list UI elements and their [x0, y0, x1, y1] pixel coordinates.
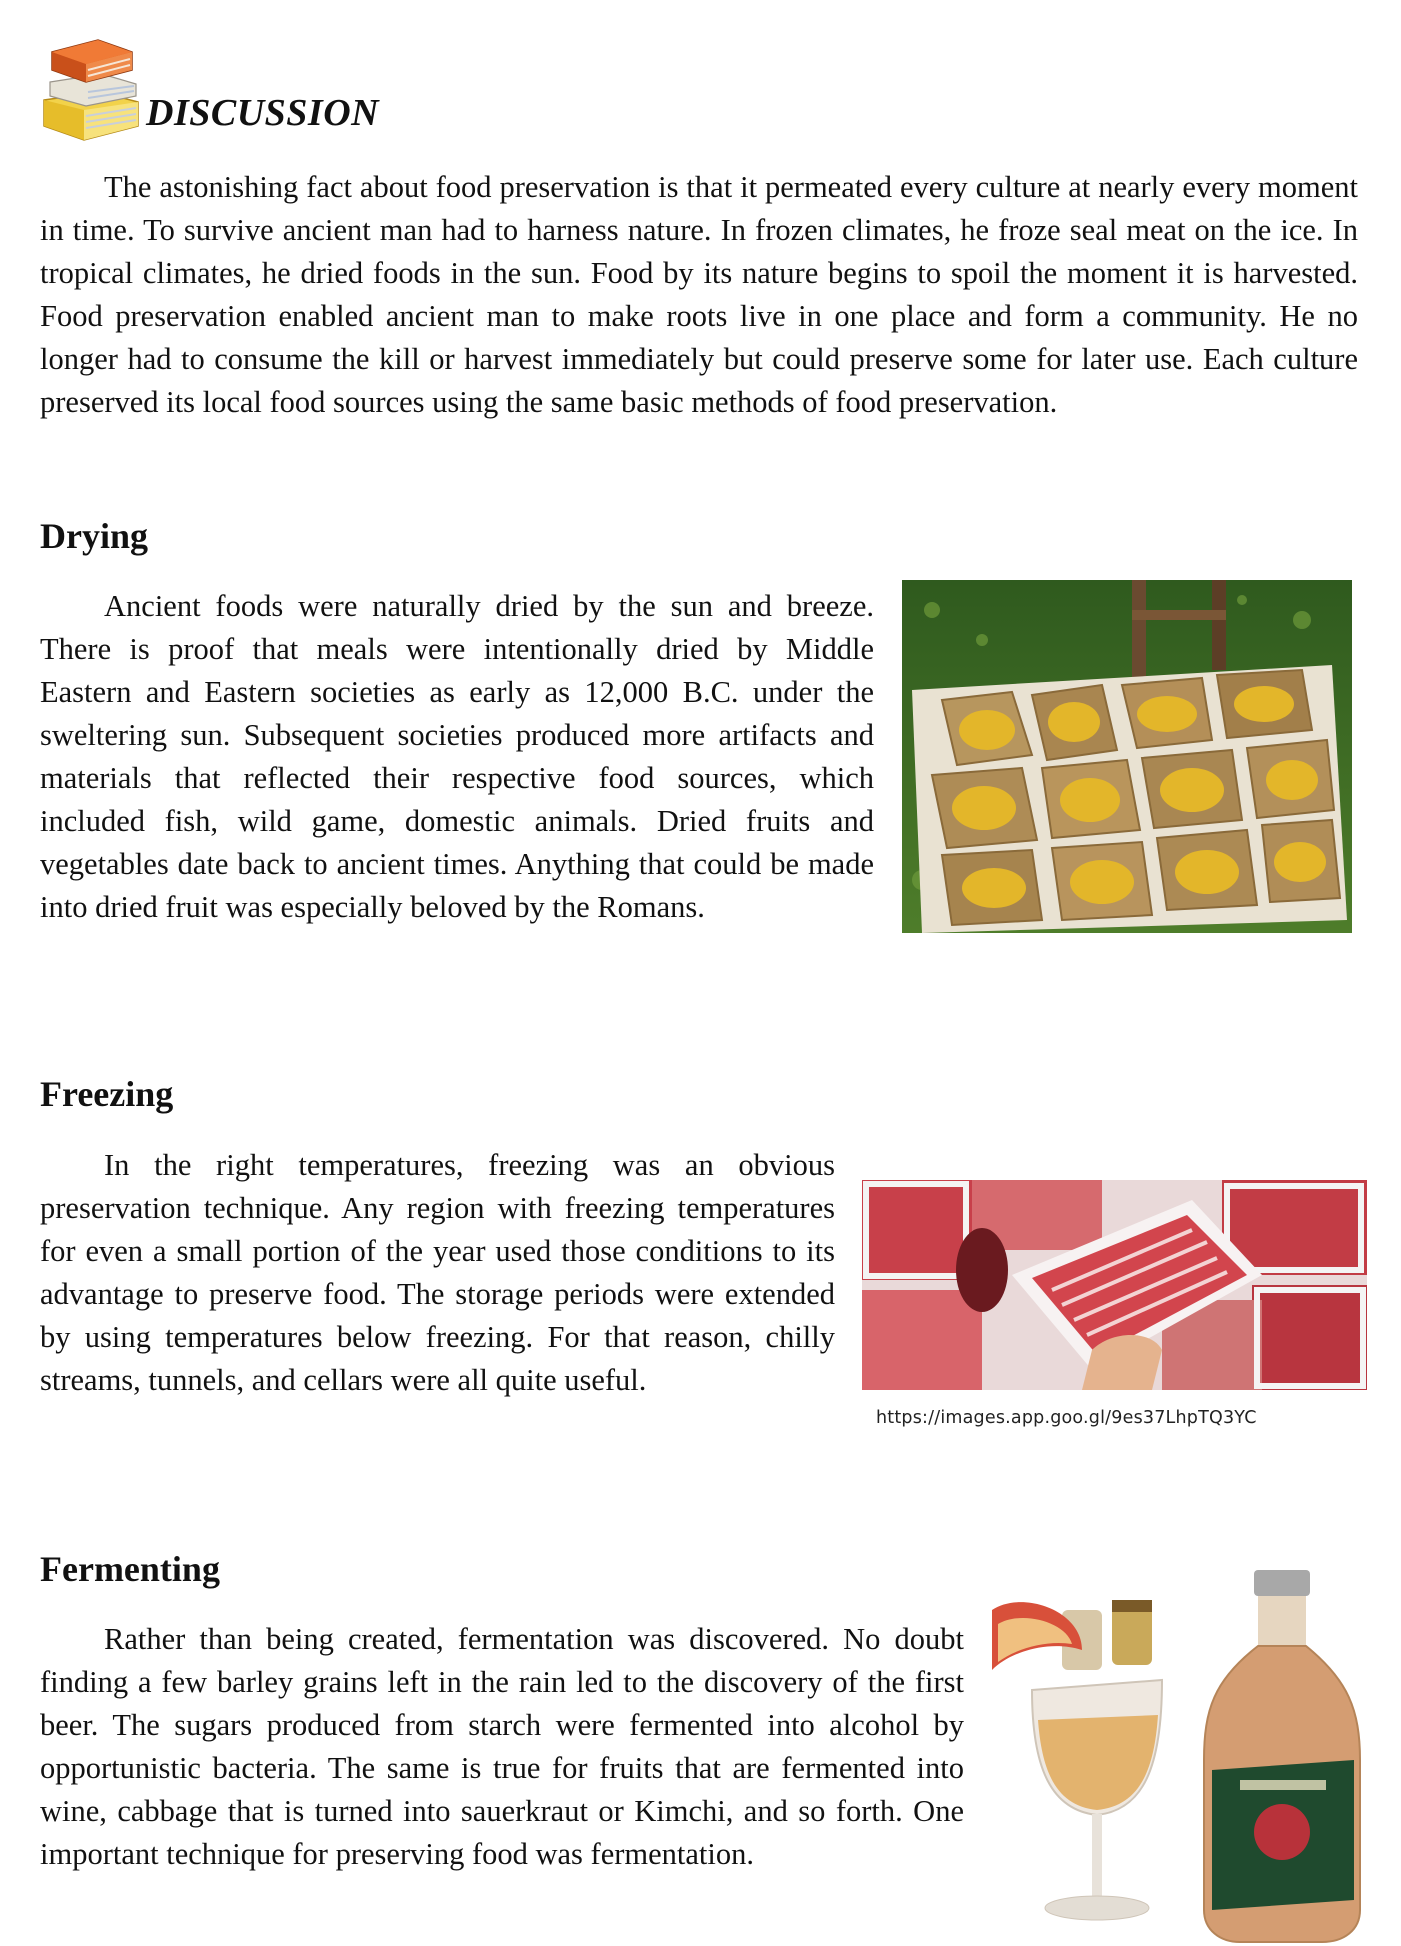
drying-paragraph: Ancient foods were naturally dried by the sun and breeze. There is proof that meals were intentionally dried by Middle Eastern and Eastern societies as early as 12,000 B.C. under the sweltering sun. Subsequent societies produced more artifacts and materials that reflected their respective food sources, which included fish, wild game, domestic animals. Dried fruits and vegetables date back to ancient times. Anything that could be made into dried fruit was especially beloved by the Romans.	[40, 589, 874, 924]
heading-freezing: Freezing	[40, 1074, 174, 1114]
fruit-wine-photo	[992, 1570, 1382, 1946]
freezing-paragraph: In the right temperatures, freezing was an obvious preservation technique. Any region with freezing temperatures for even a small portion of the year used those conditions to its advantage to preserve food. The storage periods were extended by using temperatures below freezing. For that reason, chilly streams, tunnels, and cellars were all quite useful.	[40, 1148, 835, 1397]
stacked-books-icon	[40, 30, 142, 142]
page-title: DISCUSSION	[146, 92, 380, 134]
intro-paragraph: The astonishing fact about food preservation is that it permeated every culture at nearly every moment in time. To survive ancient man had to harness nature. In frozen climates, he froze seal meat on the ice. In tropical climates, he dried foods in the sun. Food by its nature begins to spoil the moment it is harvested. Food preservation enabled ancient man to make roots live in one place and form a community. He no longer had to consume the kill or harvest immediately but could preserve some for later use. Each culture preserved its local food sources using the same basic methods of food preservation.	[40, 170, 1358, 419]
heading-drying: Drying	[40, 516, 148, 556]
heading-fermenting: Fermenting	[40, 1549, 220, 1589]
dried-food-photo	[902, 580, 1352, 933]
frozen-meat-photo	[862, 1180, 1367, 1390]
image-source-caption: https://images.app.goo.gl/9es37LhpTQ3YC	[876, 1408, 1257, 1428]
fermenting-paragraph: Rather than being created, fermentation was discovered. No doubt finding a few barley grains left in the rain led to the discovery of the first beer. The sugars produced from starch were fermented into alcohol by opportunistic bacteria. The same is true for fruits that are fermented into wine, cabbage that is turned into sauerkraut or Kimchi, and so forth. One important technique for preserving food was fermentation.	[40, 1622, 964, 1871]
